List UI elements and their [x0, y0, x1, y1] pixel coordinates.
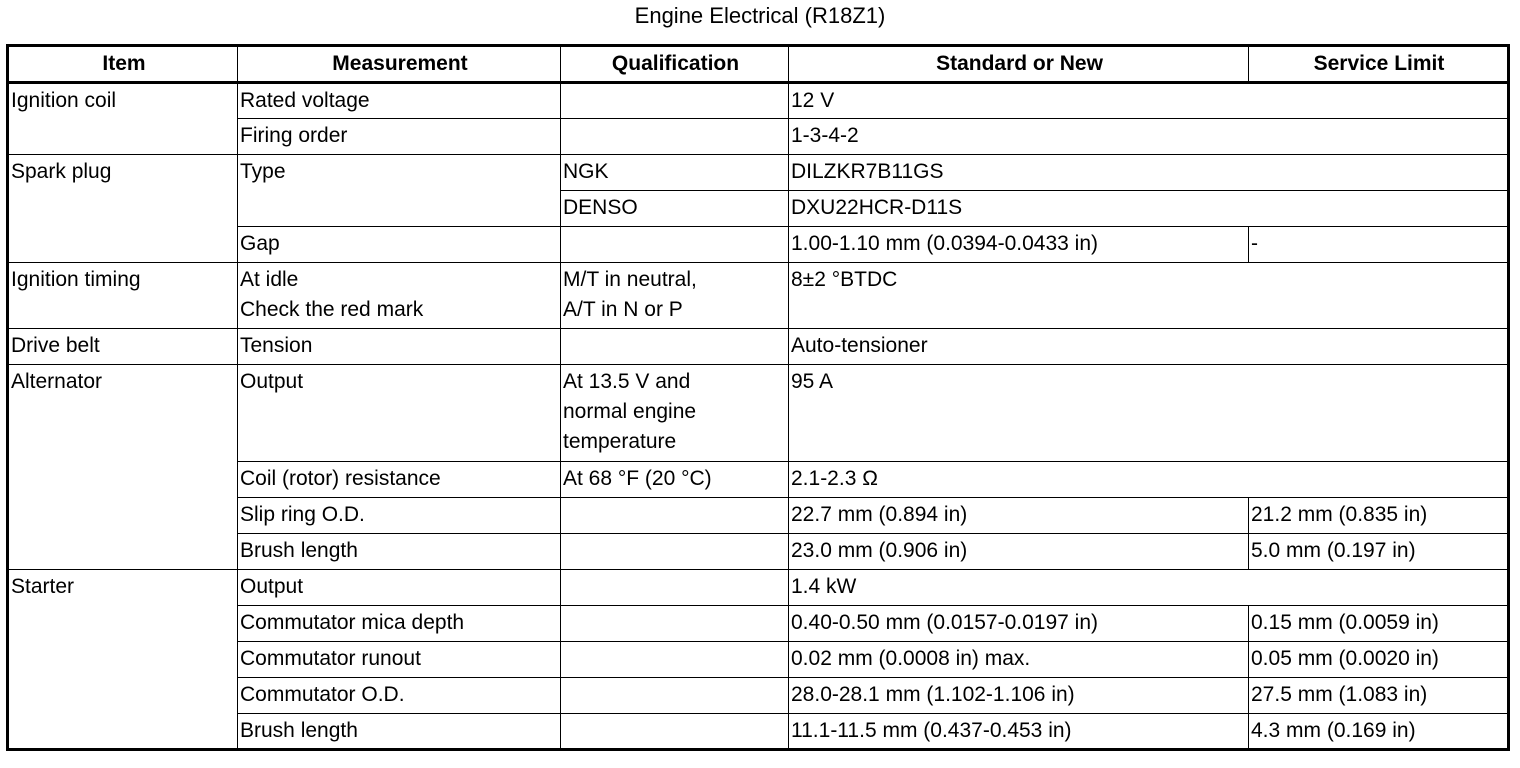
standard-cell: DILZKR7B11GS: [789, 155, 1509, 191]
qualification-cell: [561, 365, 789, 462]
qualification-line: normal engine: [563, 400, 697, 423]
standard-cell: 22.7 mm (0.894 in): [789, 498, 1249, 534]
measurement-cell: Type: [238, 155, 561, 227]
standard-cell: 1.00-1.10 mm (0.0394-0.0433 in): [789, 227, 1249, 263]
table-row: [8, 263, 1509, 329]
item-cell: Starter: [8, 570, 238, 750]
measurement-cell: [238, 263, 561, 329]
table-row: [8, 365, 1509, 462]
measurement-cell: Output: [238, 570, 561, 606]
standard-cell: 1.4 kW: [789, 570, 1509, 606]
standard-cell: 11.1-11.5 mm (0.437-0.453 in): [789, 714, 1249, 750]
measurement-cell: Commutator mica depth: [238, 606, 561, 642]
header-standard: Standard or New: [789, 46, 1249, 83]
item-cell: Drive belt: [8, 329, 238, 365]
measurement-cell: Brush length: [238, 534, 561, 570]
table-row: [8, 155, 1509, 191]
measurement-cell: Tension: [238, 329, 561, 365]
page-title: Engine Electrical (R18Z1): [634, 3, 886, 28]
standard-cell: Auto-tensioner: [789, 329, 1509, 365]
measurement-cell: Commutator runout: [238, 642, 561, 678]
measurement-line: Check the red mark: [240, 298, 424, 321]
header-row: [8, 46, 1509, 83]
service-limit-cell: 0.15 mm (0.0059 in): [1249, 606, 1509, 642]
qualification-cell: [561, 570, 789, 606]
qualification-cell: [561, 263, 789, 329]
spec-table: [6, 44, 1510, 751]
service-limit-cell: 21.2 mm (0.835 in): [1249, 498, 1509, 534]
measurement-cell: Output: [238, 365, 561, 462]
qualification-cell: At 68 °F (20 °C): [561, 462, 789, 498]
measurement-cell: Slip ring O.D.: [238, 498, 561, 534]
qualification-cell: [561, 119, 789, 155]
standard-cell: 8±2 °BTDC: [789, 263, 1509, 329]
measurement-line: At idle: [240, 268, 299, 291]
qualification-cell: [561, 534, 789, 570]
header-measurement: Measurement: [238, 46, 561, 83]
qualification-cell: [561, 329, 789, 365]
header-service-limit: Service Limit: [1249, 46, 1509, 83]
measurement-cell: Rated voltage: [238, 83, 561, 119]
item-cell: Spark plug: [8, 155, 238, 263]
service-limit-cell: 4.3 mm (0.169 in): [1249, 714, 1509, 750]
qualification-line: temperature: [563, 430, 677, 453]
table-row: [8, 329, 1509, 365]
measurement-cell: Brush length: [238, 714, 561, 750]
qualification-line: A/T in N or P: [563, 298, 683, 321]
item-cell: Alternator: [8, 365, 238, 570]
table-row: [8, 83, 1509, 119]
qualification-cell: DENSO: [561, 191, 789, 227]
standard-cell: 23.0 mm (0.906 in): [789, 534, 1249, 570]
service-limit-cell: 5.0 mm (0.197 in): [1249, 534, 1509, 570]
standard-cell: 1-3-4-2: [789, 119, 1509, 155]
qualification-cell: [561, 642, 789, 678]
qualification-line: M/T in neutral,: [563, 268, 697, 291]
qualification-cell: NGK: [561, 155, 789, 191]
qualification-cell: [561, 606, 789, 642]
standard-cell: 0.40-0.50 mm (0.0157-0.0197 in): [789, 606, 1249, 642]
service-limit-cell: 27.5 mm (1.083 in): [1249, 678, 1509, 714]
measurement-cell: Firing order: [238, 119, 561, 155]
qualification-cell: [561, 227, 789, 263]
service-limit-cell: -: [1249, 227, 1509, 263]
table-row: [8, 570, 1509, 606]
service-limit-cell: 0.05 mm (0.0020 in): [1249, 642, 1509, 678]
measurement-cell: Coil (rotor) resistance: [238, 462, 561, 498]
header-item: Item: [8, 46, 238, 83]
qualification-cell: [561, 83, 789, 119]
standard-cell: 0.02 mm (0.0008 in) max.: [789, 642, 1249, 678]
qualification-cell: [561, 714, 789, 750]
qualification-cell: [561, 678, 789, 714]
standard-cell: 2.1-2.3 Ω: [789, 462, 1509, 498]
standard-cell: 95 A: [789, 365, 1509, 462]
standard-cell: 12 V: [789, 83, 1509, 119]
qualification-line: At 13.5 V and: [563, 370, 691, 393]
standard-cell: DXU22HCR-D11S: [789, 191, 1509, 227]
standard-cell: 28.0-28.1 mm (1.102-1.106 in): [789, 678, 1249, 714]
qualification-cell: [561, 498, 789, 534]
measurement-cell: Commutator O.D.: [238, 678, 561, 714]
item-cell: Ignition coil: [8, 83, 238, 155]
item-cell: Ignition timing: [8, 263, 238, 329]
header-qualification: Qualification: [561, 46, 789, 83]
measurement-cell: Gap: [238, 227, 561, 263]
